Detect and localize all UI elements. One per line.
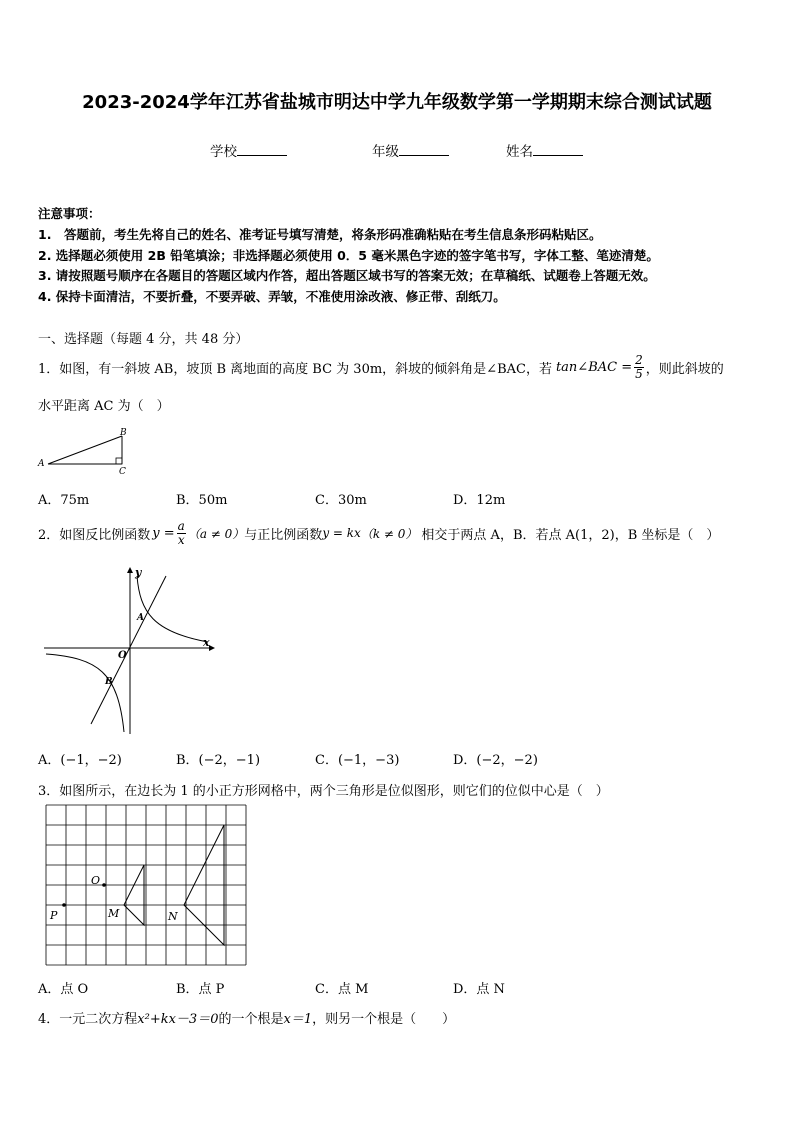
q1-label-a: A (38, 459, 45, 469)
q1-text-a: 1．如图，有一斜坡 AB，坡顶 B 离地面的高度 BC 为 30m，斜坡的倾斜角是∠BAC，若 (38, 361, 552, 377)
q2-option-a[interactable]: A．(−1，−2) (38, 753, 122, 768)
q3-label-o: O (91, 874, 101, 887)
notice-item-1: 1. 答题前，考生先将自己的姓名、准考证号填写清楚，将条形码准确粘贴在考生信息条形码粘贴区。 (38, 227, 602, 242)
q1-option-d[interactable]: D．12m (453, 493, 506, 508)
q2-frac-num: a (177, 518, 185, 533)
name-label: 姓名 (506, 144, 533, 160)
q2-label-o: O (118, 650, 127, 661)
q3-label-n: N (168, 910, 178, 923)
q2-text-a: 2．如图反比例函数 (38, 527, 151, 543)
q1-option-c[interactable]: C．30m (315, 493, 367, 508)
question-3-stem: 3．如图所示，在边长为 1 的小正方形网格中，两个三角形是位似图形，则它们的位似中心是（ ） (38, 784, 609, 799)
q2-frac-den: x (177, 532, 185, 547)
page-title: 2023-2024学年江苏省盐城市明达中学九年级数学第一学期期末综合测试试题 (82, 92, 712, 113)
q1-label-c: C (119, 467, 126, 476)
q2-label-a: A (137, 613, 144, 623)
q3-option-c[interactable]: C．点 M (315, 982, 369, 997)
q2-label-y: y (135, 566, 142, 579)
q2-text-c: 相交于两点 A，B．若点 A(1，2)，B 坐标是（ ） (421, 527, 720, 543)
q2-cond1: （a ≠ 0） (187, 526, 245, 541)
q1-tan: tan∠BAC = (555, 359, 633, 375)
q3-grid-lines (46, 805, 246, 965)
q2-proportional-line (91, 576, 166, 724)
q4-text-a: 4．一元二次方程 (38, 1012, 138, 1027)
grade-field[interactable] (372, 140, 449, 160)
school-field[interactable] (210, 140, 287, 160)
notice-item-3: 3. 请按照题号顺序在各题目的答题区域内作答，超出答题区域书写的答案无效；在草稿纸、试题卷上答题无效。 (38, 268, 656, 283)
q2-y-eq: y = (152, 525, 175, 541)
q2-option-d[interactable]: D．(−2，−2) (453, 753, 538, 768)
q1-frac-den: 5 (635, 366, 643, 381)
q3-option-b[interactable]: B．点 P (176, 982, 225, 997)
q3-option-a[interactable]: A．点 O (38, 982, 89, 997)
q4-equation: x²+kx－3＝0 (137, 1012, 219, 1027)
q1-right-angle-mark (116, 458, 122, 464)
section-heading: 一、选择题（每题 4 分，共 48 分） (38, 332, 249, 347)
q2-hyperbola-upper (137, 576, 208, 642)
q1-text-b: ，则此斜坡的 (645, 361, 724, 377)
notice-item-2: 2. 选择题必须使用 2B 铅笔填涂；非选择题必须使用 0．5 毫米黑色字迹的签字笔书写，字体工整、笔迹清楚。 (38, 248, 659, 263)
q1-option-a[interactable]: A．75m (38, 493, 90, 508)
q4-root: x＝1 (283, 1012, 313, 1027)
q2-label-x: x (203, 636, 210, 649)
school-label: 学校 (210, 144, 237, 160)
q3-small-triangle (124, 865, 144, 925)
q3-label-p: P (50, 909, 58, 922)
name-field[interactable] (506, 140, 583, 160)
notice-item-4: 4. 保持卡面清洁，不要折叠，不要弄破、弄皱，不准使用涂改液、修正带、刮纸刀。 (38, 289, 506, 304)
q1-line-ab (48, 436, 122, 464)
grade-blank[interactable] (399, 142, 449, 156)
q1-fraction (634, 354, 644, 381)
q2-kx: y = kx (322, 526, 361, 540)
q3-grid-figure (44, 803, 248, 969)
q3-option-d[interactable]: D．点 N (453, 982, 505, 997)
q4-text-b: 的一个根是 (218, 1012, 284, 1027)
q2-text-b: 与正比例函数 (244, 527, 323, 543)
notice-heading: 注意事项： (38, 206, 101, 221)
grade-label: 年级 (372, 144, 399, 160)
q1-label-b: B (120, 428, 127, 438)
school-blank[interactable] (237, 142, 287, 156)
q2-cond2: （k ≠ 0） (360, 526, 418, 541)
q3-point-o (102, 883, 106, 887)
q3-point-p (62, 903, 66, 907)
name-blank[interactable] (533, 142, 583, 156)
q4-text-c: ，则另一个根是（ ） (312, 1012, 456, 1027)
q2-hyperbola-lower (46, 654, 124, 732)
q2-function-graph (38, 562, 220, 740)
question-1-stem (38, 350, 724, 384)
q2-option-c[interactable]: C．(−1，−3) (315, 753, 400, 768)
q1-text-c: 水平距离 AC 为（ ） (38, 399, 170, 414)
q1-frac-num: 2 (635, 352, 643, 367)
question-2-stem (38, 516, 719, 550)
q1-option-b[interactable]: B．50m (176, 493, 228, 508)
q1-slope-figure (36, 426, 136, 476)
q2-fraction (177, 520, 186, 547)
question-4-stem (38, 1008, 455, 1027)
q2-label-b: B (105, 677, 113, 687)
q2-option-b[interactable]: B．(−2，−1) (176, 753, 261, 768)
q3-label-m: M (108, 907, 120, 920)
